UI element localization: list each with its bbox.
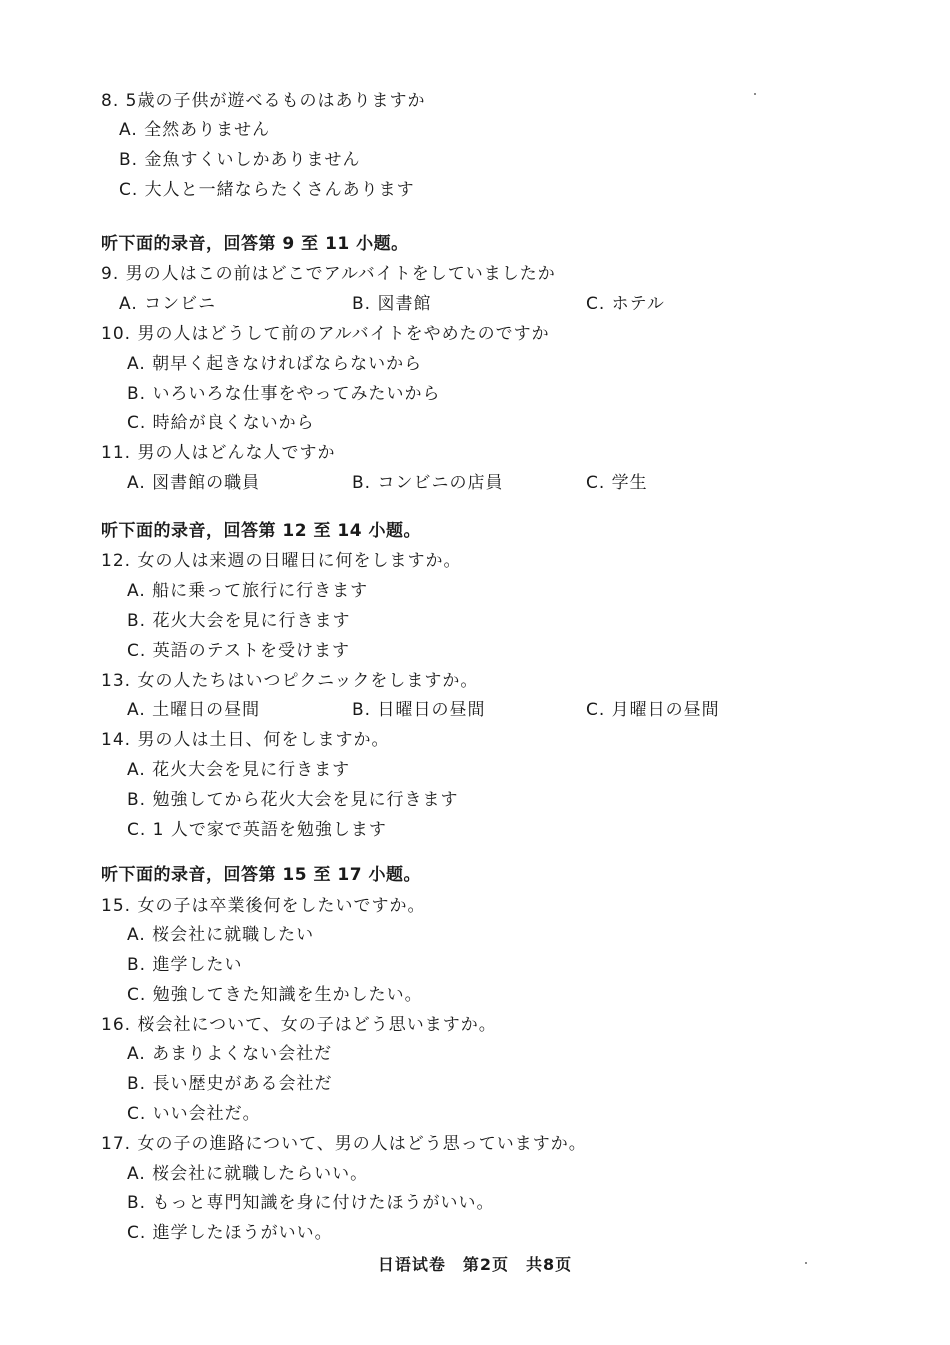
scan-speck — [754, 93, 756, 95]
section-heading-9-11: 听下面的录音，回答第 9 至 11 小题。 — [101, 234, 409, 254]
page-footer: 日语试卷 第2页 共8页 — [377, 1255, 573, 1274]
question-10-stem: 10. 男の人はどうして前のアルバイトをやめたのですか — [101, 324, 550, 344]
question-17-option-b: B. もっと専門知識を身に付けたほうがいい。 — [127, 1193, 495, 1213]
question-12-option-a: A. 船に乗って旅行に行きます — [127, 581, 369, 601]
question-16-option-b: B. 長い歴史がある会社だ — [127, 1074, 333, 1094]
question-11-option-b: B. コンビニの店員 — [352, 473, 504, 493]
question-16-option-a: A. あまりよくない会社だ — [127, 1044, 333, 1064]
question-13-option-a: A. 土曜日の昼間 — [127, 700, 261, 720]
question-14-option-c: C. 1 人で家で英語を勉強します — [127, 820, 387, 840]
question-13-option-b: B. 日曜日の昼間 — [352, 700, 486, 720]
question-15-option-b: B. 進学したい — [127, 955, 243, 975]
question-13-stem: 13. 女の人たちはいつピクニックをしますか。 — [101, 671, 479, 691]
section-heading-12-14: 听下面的录音，回答第 12 至 14 小题。 — [101, 521, 421, 541]
question-15-option-c: C. 勉強してきた知識を生かしたい。 — [127, 985, 423, 1005]
question-9-option-b: B. 図書館 — [352, 294, 432, 314]
question-14-option-b: B. 勉強してから花火大会を見に行きます — [127, 790, 459, 810]
question-11-stem: 11. 男の人はどんな人ですか — [101, 443, 336, 463]
question-8-stem: 8. 5歳の子供が遊べるものはありますか — [101, 91, 426, 111]
question-10-option-c: C. 時給が良くないから — [127, 413, 315, 433]
question-15-option-a: A. 桜会社に就職したい — [127, 925, 315, 945]
question-11-option-a: A. 図書館の職員 — [127, 473, 261, 493]
question-10-option-a: A. 朝早く起きなければならないから — [127, 354, 423, 374]
question-8-option-a: A. 全然ありません — [119, 120, 271, 140]
section-heading-15-17: 听下面的录音，回答第 15 至 17 小题。 — [101, 865, 421, 885]
question-17-stem: 17. 女の子の進路について、男の人はどう思っていますか。 — [101, 1134, 587, 1154]
question-16-stem: 16. 桜会社について、女の子はどう思いますか。 — [101, 1015, 497, 1035]
question-10-option-b: B. いろいろな仕事をやってみたいから — [127, 384, 441, 404]
question-14-option-a: A. 花火大会を見に行きます — [127, 760, 351, 780]
question-17-option-a: A. 桜会社に就職したらいい。 — [127, 1164, 369, 1184]
question-9-stem: 9. 男の人はこの前はどこでアルバイトをしていましたか — [101, 264, 556, 284]
question-8-option-b: B. 金魚すくいしかありません — [119, 150, 361, 170]
question-8-option-c: C. 大人と一緒ならたくさんあります — [119, 180, 415, 200]
question-11-option-c: C. 学生 — [586, 473, 648, 493]
question-17-option-c: C. 進学したほうがいい。 — [127, 1223, 333, 1243]
question-16-option-c: C. いい会社だ。 — [127, 1104, 261, 1124]
question-13-option-c: C. 月曜日の昼間 — [586, 700, 720, 720]
question-14-stem: 14. 男の人は土日、何をしますか。 — [101, 730, 390, 750]
question-9-option-a: A. コンビニ — [119, 294, 217, 314]
question-12-stem: 12. 女の人は来週の日曜日に何をしますか。 — [101, 551, 462, 571]
scan-speck — [805, 1262, 807, 1264]
question-9-option-c: C. ホテル — [586, 294, 665, 314]
question-12-option-b: B. 花火大会を見に行きます — [127, 611, 351, 631]
question-12-option-c: C. 英語のテストを受けます — [127, 641, 350, 661]
question-15-stem: 15. 女の子は卒業後何をしたいですか。 — [101, 896, 426, 916]
